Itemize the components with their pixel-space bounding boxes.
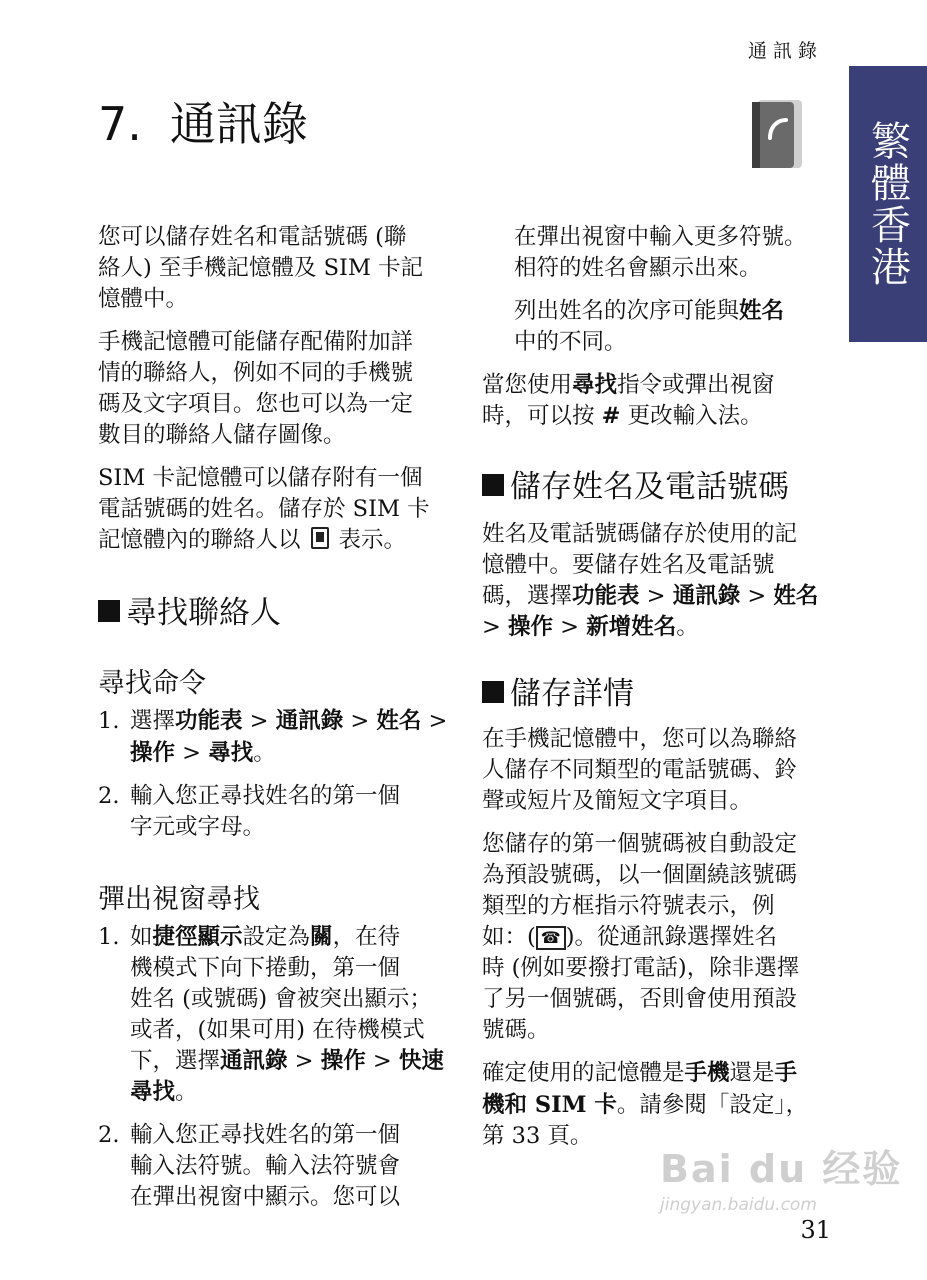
right-column: [482, 222, 828, 1164]
language-tab-label: 繁體香港: [864, 120, 911, 288]
phone-memory-paragraph: 手機記憶體可能儲存配備附加詳 情的聯絡人，例如不同的手機號 碼及文字項目。您也可以為一定 數目的聯絡人儲存圖像。: [98, 329, 414, 449]
section-heading-details: 儲存詳情: [482, 673, 828, 716]
language-tab: [849, 66, 927, 342]
watermark-url: jingyan.baidu.com: [660, 1195, 817, 1215]
find-command-steps: [98, 706, 448, 842]
list-item: 1. 如捷徑顯示設定為關，在待 機模式下向下捲動，第一個 姓名 (或號碼) 會被突出顯示； 或者，(如果可用) 在待機模式 下，選擇通訊錄 > 操作 > 快速 尋找。: [98, 923, 444, 1106]
section-heading-save: 儲存姓名及電話號碼: [482, 466, 828, 509]
subheading-popup-find: 彈出視窗尋找: [98, 883, 260, 915]
square-bullet-icon: [98, 600, 120, 622]
phone-icon: ☎: [536, 926, 566, 950]
sim-memory-paragraph: SIM 卡記憶體可以儲存附有一個 電話號碼的姓名。儲存於 SIM 卡 記憶體內的聯絡人以 表示。: [98, 465, 430, 554]
square-bullet-icon: [482, 474, 504, 496]
address-book-icon: [748, 98, 804, 170]
list-item: 2. 輸入您正尋找姓名的第一個 字元或字母。: [98, 782, 401, 840]
chapter-title: [98, 88, 308, 154]
popup-continuation: 在彈出視窗中輸入更多符號。 相符的姓名會顯示出來。: [514, 224, 807, 282]
order-note: 列出姓名的次序可能與姓名 中的不同。: [514, 298, 785, 356]
subheading-find-command: 尋找命令: [98, 668, 206, 700]
details-paragraph: 在手機記憶體中，您可以為聯絡 人儲存不同類型的電話號碼、鈴 聲或短片及簡短文字項目。: [482, 726, 798, 815]
popup-find-steps: [98, 922, 448, 1213]
watermark-brand: Bai du 经验: [660, 1147, 903, 1191]
input-method-note: 當您使用尋找指令或彈出視窗 時，可以按 # 更改輸入法。: [482, 372, 775, 430]
sim-card-icon: [311, 527, 329, 549]
list-item: 1. 選擇功能表 > 通訊錄 > 姓名 > 操作 > 尋找。: [98, 708, 448, 766]
save-paragraph: 姓名及電話號碼儲存於使用的記 憶體中。要儲存姓名及電話號 碼，選擇功能表 > 通訊錄 > 姓名 > 操作 > 新增姓名。: [482, 521, 819, 641]
default-number-paragraph: 您儲存的第一個號碼被自動設定 為預設號碼，以一個圍繞該號碼 類型的方框指示符號表示，例 如：( ☎ )。從通訊錄選擇姓名 時 (例如要撥打電話)，除非選擇 了另一個號碼，否則會使用預設 號碼。: [482, 831, 800, 1044]
section-heading-find: 尋找聯絡人: [98, 592, 448, 635]
list-item: 2. 輸入您正尋找姓名的第一個 輸入法符號。輸入法符號會 在彈出視窗中顯示。您可以: [98, 1122, 401, 1211]
memory-paragraph: 確定使用的記憶體是手機還是手 機和 SIM 卡。請參閱「設定」， 第 33 頁。: [482, 1060, 809, 1149]
chapter-title-text: 通訊錄: [169, 97, 308, 151]
square-bullet-icon: [482, 681, 504, 703]
chapter-number: 7.: [98, 97, 142, 151]
left-column: [98, 222, 448, 1225]
intro-paragraph: 您可以儲存姓名和電話號碼 (聯 絡人) 至手機記憶體及 SIM 卡記 憶體中。: [98, 224, 424, 313]
baidu-watermark: [660, 1138, 902, 1215]
page-number: 31: [800, 1216, 831, 1244]
running-header: 通訊錄: [747, 40, 823, 62]
